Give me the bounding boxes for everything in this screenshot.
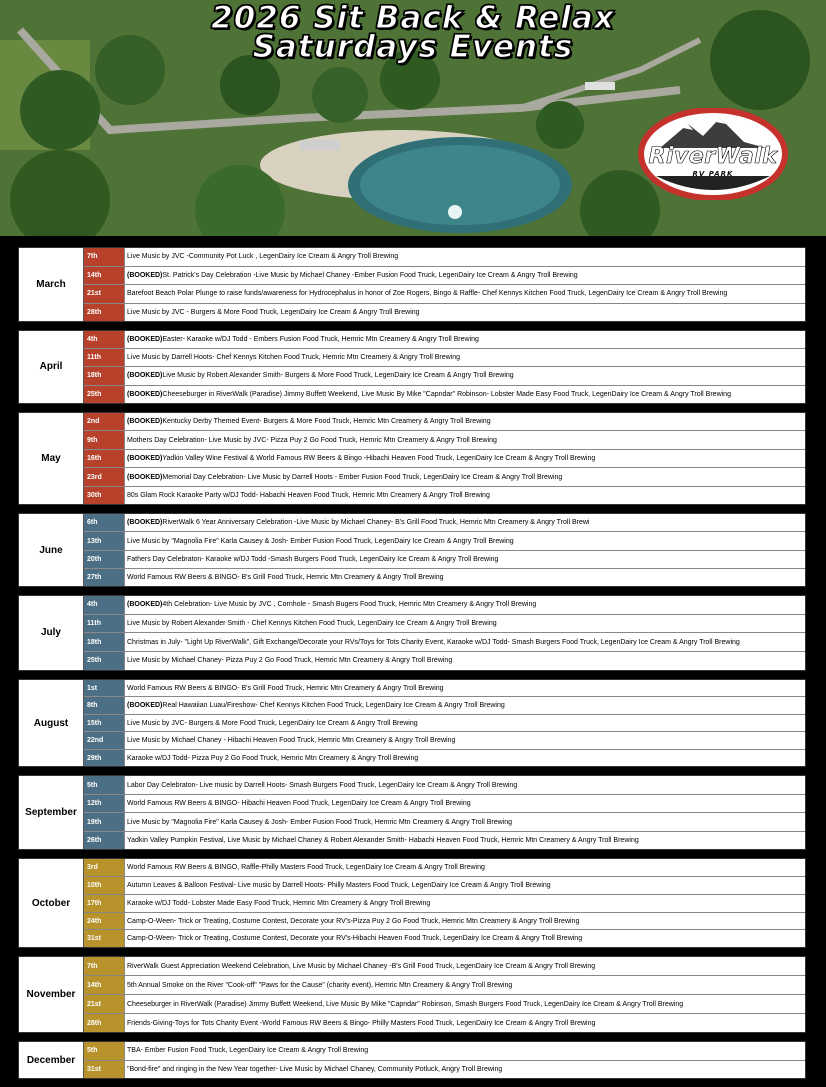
event-date: 15th <box>84 715 124 732</box>
event-date: 20th <box>84 551 124 568</box>
events-schedule <box>18 247 806 1087</box>
event-description: (BOOKED) Yadkin Valley Wine Festival & World Famous RW Beers & Bingo -Hibachi Heaven Food Truck, LegenDairy Ice Cream & Angry Troll Brewing <box>124 450 805 468</box>
event-date: 4th <box>84 596 124 614</box>
event-date: 25th <box>84 386 124 403</box>
event-rows <box>84 957 805 1032</box>
event-row <box>84 715 805 733</box>
event-date: 11th <box>84 349 124 366</box>
event-row <box>84 652 805 670</box>
month-block <box>18 679 806 768</box>
month-name: July <box>19 596 84 670</box>
event-row <box>84 386 805 403</box>
month-name: September <box>19 776 84 849</box>
event-description: Yadkin Valley Pumpkin Festival, Live Music by Michael Chaney & Robert Alexander Smith- Habachi Heaven Food Truck, Hemric Mtn Creamery & Angry Troll Brewing <box>124 832 805 850</box>
event-row <box>84 431 805 450</box>
page-title-line-2: Saturdays Events <box>252 29 574 65</box>
month-name: June <box>19 514 84 586</box>
event-date: 7th <box>84 957 124 975</box>
event-description: Karaoke w/DJ Todd- Pizza Puy 2 Go Food Truck, Hemric Mtn Creamery & Angry Troll Brewing <box>124 750 805 767</box>
event-row <box>84 633 805 652</box>
event-description: World Famous RW Beers & BINGO- B's Grill Food Truck, Hemric Mtn Creamery & Angry Troll Brewing <box>124 569 805 586</box>
event-row <box>84 697 805 715</box>
event-row <box>84 750 805 767</box>
logo-wordmark: RiverWalk <box>648 144 778 169</box>
event-date: 17th <box>84 895 124 912</box>
event-description: Mothers Day Celebration- Live Music by JVC- Pizza Puy 2 Go Food Truck, Hemric Mtn Creamery & Angry Troll Brewing <box>124 431 805 449</box>
event-description: Live Music by Michael Chaney - Hibachi Heaven Food Truck, Hemric Mtn Creamery & Angry Troll Brewing <box>124 732 805 749</box>
event-description: Live Music by Michael Chaney- Pizza Puy 2 Go Food Truck, Hemric Mtn Creamery & Angry Troll Brewing <box>124 652 805 670</box>
hero-photo <box>0 0 826 236</box>
month-name: April <box>19 331 84 403</box>
event-description: Karaoke w/DJ Todd- Lobster Made Easy Food Truck, Hemric Mtn Creamery & Angry Troll Brewing <box>124 895 805 912</box>
event-row <box>84 859 805 877</box>
event-rows <box>84 514 805 586</box>
event-description: Live Music by JVC- Burgers & More Food Truck, LegenDairy Ice Cream & Angry Troll Brewing <box>124 715 805 732</box>
month-block <box>18 1041 806 1079</box>
event-date: 4th <box>84 331 124 348</box>
event-description: World Famous RW Beers & BINGO, Raffle-Philly Masters Food Truck, LegenDairy Ice Cream & Angry Troll Brewing <box>124 859 805 876</box>
event-date: 24th <box>84 913 124 930</box>
event-date: 31st <box>84 930 124 947</box>
event-description: World Famous RW Beers & BINGO- B's Grill Food Truck, Hemric Mtn Creamery & Angry Troll Brewing <box>124 680 805 697</box>
event-row <box>84 776 805 795</box>
month-block <box>18 330 806 404</box>
event-row <box>84 248 805 267</box>
event-row <box>84 877 805 895</box>
event-date: 22nd <box>84 732 124 749</box>
event-date: 3rd <box>84 859 124 876</box>
logo-subtitle: RV PARK <box>692 170 734 178</box>
month-name: October <box>19 859 84 947</box>
event-row <box>84 913 805 931</box>
event-date: 14th <box>84 976 124 994</box>
event-description: (BOOKED) RiverWalk 6 Year Anniversary Celebration -Live Music by Michael Chaney- B's Grill Food Truck, Hemric Mtn Creamery & Angry Troll Brewi <box>124 514 805 531</box>
event-row <box>84 551 805 569</box>
event-date: 13th <box>84 532 124 549</box>
event-description: Live Music by JVC - Burgers & More Food Truck, LegenDairy Ice Cream & Angry Troll Brewing <box>124 304 805 322</box>
event-rows <box>84 1042 805 1078</box>
event-description: Live Music by "Magnolia Fire" Karla Causey & Josh- Ember Fusion Food Truck, Hemric Mtn Creamery & Angry Troll Brewing <box>124 813 805 831</box>
event-rows <box>84 680 805 767</box>
event-description: Camp-O-Ween- Trick or Treating, Costume Contest, Decorate your RV's-Pizza Puy 2 Go Food Truck, Hemric Mtn Creamery & Angry Troll Brewing <box>124 913 805 930</box>
event-rows <box>84 776 805 849</box>
event-row <box>84 957 805 976</box>
event-row <box>84 468 805 487</box>
event-description: (BOOKED) 4th Celebration- Live Music by JVC , Cornhole - Smash Bugers Food Truck, Hemric Mtn Creamery & Angry Troll Brewing <box>124 596 805 614</box>
event-row <box>84 304 805 322</box>
event-date: 31st <box>84 1061 124 1079</box>
month-name: August <box>19 680 84 767</box>
event-description: Cheeseburger in RiverWalk (Paradise) Jimmy Buffett Weekend, Live Music By Mike "Capndar" Robinson, Smash Burgers Food Truck, LegenDairy Ice Cream & Angry Troll Brewing <box>124 995 805 1013</box>
event-row <box>84 285 805 304</box>
event-date: 11th <box>84 615 124 633</box>
page-title-line-1: 2026 Sit Back & Relax <box>211 0 615 36</box>
event-row <box>84 680 805 698</box>
event-description: Autumn Leaves & Balloon Festival- Live music by Darrell Hoots- Philly Masters Food Truck, LegenDairy Ice Cream & Angry Troll Brewing <box>124 877 805 894</box>
event-row <box>84 1061 805 1079</box>
event-row <box>84 596 805 615</box>
riverwalk-logo <box>638 108 788 200</box>
event-description: (BOOKED) Kentucky Derby Themed Event- Burgers & More Food Truck, Hemric Mtn Creamery & Angry Troll Brewing <box>124 413 805 431</box>
event-row <box>84 413 805 432</box>
event-date: 8th <box>84 697 124 714</box>
event-date: 28th <box>84 1014 124 1032</box>
event-date: 19th <box>84 813 124 831</box>
event-date: 27th <box>84 569 124 586</box>
event-row <box>84 1042 805 1061</box>
event-row <box>84 367 805 385</box>
month-block <box>18 858 806 948</box>
month-name: March <box>19 248 84 321</box>
event-date: 18th <box>84 633 124 651</box>
event-row <box>84 930 805 947</box>
event-row <box>84 532 805 550</box>
event-description: (BOOKED) St. Patrick's Day Celebration -Live Music by Michael Chaney -Ember Fusion Food Truck, LegenDairy Ice Cream & Angry Troll Brewing <box>124 267 805 285</box>
event-date: 21st <box>84 285 124 303</box>
event-row <box>84 487 805 505</box>
event-description: Live Music by Darrell Hoots- Chef Kennys Kitchen Food Truck, Hemric Mtn Creamery & Angry Troll Brewing <box>124 349 805 366</box>
month-block <box>18 595 806 671</box>
month-block <box>18 513 806 587</box>
event-date: 28th <box>84 304 124 322</box>
month-block <box>18 775 806 850</box>
event-description: Live Music by JVC -Community Pot Luck , LegenDairy Ice Cream & Angry Troll Brewing <box>124 248 805 266</box>
event-description: Christmas in July- "Light Up RiverWalk", Gift Exchange/Decorate your RVs/Toys for Tots Charity Event, Karaoke w/DJ Todd- Smash Burgers Food Truck, LegenDairy Ice Cream & Angry Troll Brewing <box>124 633 805 651</box>
event-row <box>84 450 805 469</box>
event-date: 14th <box>84 267 124 285</box>
event-date: 29th <box>84 750 124 767</box>
event-rows <box>84 248 805 321</box>
event-description: Fathers Day Celebraton- Karaoke w/DJ Todd -Smash Burgers Food Truck, LegenDairy Ice Cream & Angry Troll Brewing <box>124 551 805 568</box>
month-name: November <box>19 957 84 1032</box>
event-description: Live Music by Robert Alexander Smith - Chef Kennys Kitchen Food Truck, LegenDairy Ice Cream & Angry Troll Brewing <box>124 615 805 633</box>
event-date: 5th <box>84 776 124 794</box>
event-date: 21st <box>84 995 124 1013</box>
event-date: 6th <box>84 514 124 531</box>
event-date: 5th <box>84 1042 124 1060</box>
event-date: 18th <box>84 367 124 384</box>
event-date: 30th <box>84 487 124 505</box>
event-row <box>84 895 805 913</box>
event-description: 80s Glam Rock Karaoke Party w/DJ Todd- Habachi Heaven Food Truck, Hemric Mtn Creamery & Angry Troll Brewing <box>124 487 805 505</box>
event-description: Live Music by "Magnolia Fire" Karla Causey & Josh- Ember Fusion Food Truck, LegenDairy Ice Cream & Angry Troll Brewing <box>124 532 805 549</box>
event-row <box>84 615 805 634</box>
event-description: (BOOKED) Cheeseburger in RiverWalk (Paradise) Jimmy Buffett Weekend, Live Music By Mike "Capndar" Robinson- Lobster Made Easy Food Truck, LegenDairy Ice Cream & Angry Troll Brewing <box>124 386 805 403</box>
event-row <box>84 832 805 850</box>
event-row <box>84 267 805 286</box>
event-row <box>84 514 805 532</box>
event-row <box>84 349 805 367</box>
event-date: 10th <box>84 877 124 894</box>
event-description: Barefoot Beach Polar Plunge to raise funds/awareness for Hydrocephalus in honor of Zoe Rogers, Bingo & Raffle- Chef Kennys Kitchen Food Truck, LegenDairy Ice Cream & Angry Troll Brewing <box>124 285 805 303</box>
event-date: 9th <box>84 431 124 449</box>
month-block <box>18 247 806 322</box>
month-name: December <box>19 1042 84 1078</box>
month-name: May <box>19 413 84 505</box>
event-row <box>84 813 805 832</box>
event-description: Friends-Giving-Toys for Tots Charity Event -World Famous RW Beers & Bingo- Philly Masters Food Truck, LegenDairy Ice Cream & Angry Troll Brewing <box>124 1014 805 1032</box>
event-date: 16th <box>84 450 124 468</box>
event-date: 26th <box>84 832 124 850</box>
event-date: 12th <box>84 795 124 813</box>
event-description: (BOOKED) Memorial Day Celebration- Live Music by Darrell Hoots - Ember Fusion Food Truck, LegenDairy Ice Cream & Angry Troll Brewing <box>124 468 805 486</box>
event-description: Labor Day Celebraton- Live music by Darrell Hoots- Smash Burgers Food Truck, LegenDairy Ice Cream & Angry Troll Brewing <box>124 776 805 794</box>
event-description: Camp-O-Ween- Trick or Treating, Costume Contest, Decorate your RV's-Hibachi Heaven Food Truck, LegenDairy Ice Cream & Angry Troll Brewing <box>124 930 805 947</box>
event-rows <box>84 596 805 670</box>
event-rows <box>84 413 805 505</box>
event-rows <box>84 859 805 947</box>
event-date: 7th <box>84 248 124 266</box>
event-description: (BOOKED) Real Hawaiian Luau/Fireshow- Chef Kennys Kitchen Food Truck, LegenDairy Ice Cream & Angry Troll Brewing <box>124 697 805 714</box>
event-date: 2nd <box>84 413 124 431</box>
event-description: (BOOKED) Live Music by Robert Alexander Smith- Burgers & More Food Truck, LegenDairy Ice Cream & Angry Troll Brewing <box>124 367 805 384</box>
event-description: TBA- Ember Fusion Food Truck, LegenDairy Ice Cream & Angry Troll Brewing <box>124 1042 805 1060</box>
event-description: "Bond-fire" and ringing in the New Year together- Live Music by Michael Chaney, Community Potluck, Angry Troll Brewing <box>124 1061 805 1079</box>
event-description: World Famous RW Beers & BINGO- Hibachi Heaven Food Truck, LegenDairy Ice Cream & Angry Troll Brewing <box>124 795 805 813</box>
event-row <box>84 732 805 750</box>
event-row <box>84 795 805 814</box>
event-row <box>84 976 805 995</box>
event-description: RiverWalk Guest Appreciation Weekend Celebration, Live Music by Michael Chaney -B's Grill Food Truck, LegenDairy Ice Cream & Angry Troll Brewing <box>124 957 805 975</box>
month-block <box>18 956 806 1033</box>
event-row <box>84 995 805 1014</box>
event-description: (BOOKED) Easter- Karaoke w/DJ Todd - Embers Fusion Food Truck, Hemric Mtn Creamery & Angry Troll Brewing <box>124 331 805 348</box>
event-row <box>84 569 805 586</box>
event-date: 1st <box>84 680 124 697</box>
event-date: 23rd <box>84 468 124 486</box>
event-date: 25th <box>84 652 124 670</box>
event-description: 5th Annual Smoke on the River "Cook-off" "Paws for the Cause" (charity event), Hemric Mtn Creamery & Angry Troll Brewing <box>124 976 805 994</box>
event-row <box>84 331 805 349</box>
event-rows <box>84 331 805 403</box>
month-block <box>18 412 806 506</box>
